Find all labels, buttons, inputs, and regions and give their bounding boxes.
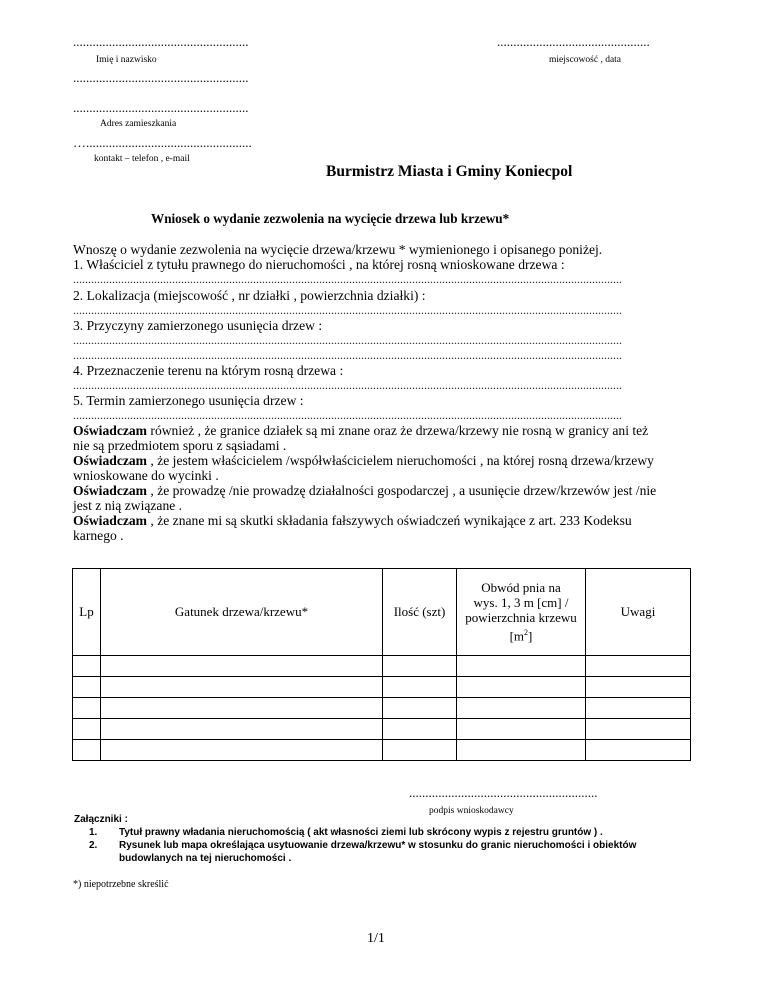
trees-table xyxy=(72,568,691,761)
name-field-line2-dots[interactable]: ...................................................... xyxy=(73,70,249,85)
header-lp: Lp xyxy=(73,569,101,656)
point-1-text: 1. Właściciel z tytułu prawnego do nieruchomości , na której rosną wnioskowane drzewa : xyxy=(73,257,565,272)
place-date-label: miejscowość , data xyxy=(549,55,622,65)
point-3-text: 3. Przyczyny zamierzonego usunięcia drzew : xyxy=(73,318,323,333)
attachment-2-number: 2. xyxy=(89,840,98,851)
header-girth-line-1: Obwód pnia na xyxy=(481,580,561,596)
header-girth-unit-open: [m xyxy=(509,628,525,644)
declaration-3-text: , że prowadzę /nie prowadzę działalności gospodarczej , a usunięcie drzew/krzewów jest /nie xyxy=(147,483,657,498)
place-date-field-dots[interactable]: ............................................... xyxy=(497,34,650,49)
declaration-4-line-1 xyxy=(73,513,641,529)
declaration-keyword: Oświadczam xyxy=(73,483,148,498)
declaration-keyword: Oświadczam xyxy=(73,423,148,438)
header-girth-unit-close: ] xyxy=(528,628,533,644)
declaration-keyword: Oświadczam xyxy=(73,513,148,528)
header-species: Gatunek drzewa/krzewu* xyxy=(101,569,383,656)
header-girth xyxy=(457,569,586,656)
attachment-2 xyxy=(89,840,636,851)
intro-text: Wnoszę o wydanie zezwolenia na wycięcie drzewa/krzewu * wymienionego i opisanego poniżej. xyxy=(73,242,603,257)
point-4-fill-dots[interactable]: ....................................................................................................................................................................................... xyxy=(73,378,622,392)
declaration-3-line-2: jest z nią związane . xyxy=(73,498,183,513)
contact-field-dots[interactable]: …................................................... xyxy=(73,135,252,150)
header-quantity: Ilość (szt) xyxy=(383,569,457,656)
signature-field-dots[interactable]: .......................................................... xyxy=(409,785,598,800)
point-1-fill-dots[interactable]: ....................................................................................................................................................................................... xyxy=(73,272,622,286)
header-girth-line-4 xyxy=(457,625,585,643)
addressee: Burmistrz Miasta i Gminy Koniecpol xyxy=(326,163,573,180)
attachments-heading: Załączniki : xyxy=(74,814,128,825)
table-header-row xyxy=(73,569,691,656)
declaration-4-text: , że znane mi są skutki składania fałszywych oświadczeń wynikające z art. 233 Kodeksu xyxy=(147,513,632,528)
point-2-fill-dots[interactable]: ....................................................................................................................................................................................... xyxy=(73,303,622,317)
address-label: Adres zamieszkania xyxy=(100,119,177,129)
declaration-2-line-2: wnioskowane do wycinki . xyxy=(73,468,219,483)
signature-label: podpis wnioskodawcy xyxy=(429,806,514,816)
document-title: Wniosek o wydanie zezwolenia na wycięcie drzewa lub krzewu* xyxy=(151,211,510,226)
table-row[interactable] xyxy=(73,740,691,761)
table-row[interactable] xyxy=(73,698,691,719)
footnote: *) niepotrzebne skreślić xyxy=(73,879,169,890)
declaration-keyword: Oświadczam xyxy=(73,453,148,468)
attachment-1 xyxy=(89,827,603,838)
attachment-2-text: Rysunek lub mapa określająca usytuowanie drzewa/krzewu* w stosunku do granic nieruchomości i obiektów xyxy=(119,840,637,851)
point-5-text: 5. Termin zamierzonego usunięcia drzew : xyxy=(73,393,304,408)
declaration-2-line-1 xyxy=(73,453,654,469)
header-girth-unit-sup: 2 xyxy=(524,628,529,638)
name-label: Imię i nazwisko xyxy=(96,55,157,65)
attachment-1-number: 1. xyxy=(89,827,98,838)
attachment-1-text: Tytuł prawny władania nieruchomością ( akt własności ziemi lub skrócony wypis z rejestru gruntów ) . xyxy=(119,827,603,838)
point-4-text: 4. Przeznaczenie terenu na którym rosną drzewa : xyxy=(73,363,344,378)
address-field-dots[interactable]: ...................................................... xyxy=(73,100,249,115)
declaration-4-line-2: karnego . xyxy=(73,528,124,543)
declaration-1-line-2: nie są przedmiotem sporu z sąsiadami . xyxy=(73,438,287,453)
declaration-2-text: , że jestem właścicielem /współwłaścicielem nieruchomości , na której rosną drzewa/krzewy xyxy=(147,453,654,468)
point-2-text: 2. Lokalizacja (miejscowość , nr działki , powierzchnia działki) : xyxy=(73,288,426,303)
table-row[interactable] xyxy=(73,719,691,740)
header-girth-line-2: wys. 1, 3 m [cm] / xyxy=(473,595,569,611)
page-number: 1/1 xyxy=(367,931,385,946)
declaration-1-line-1 xyxy=(73,423,649,439)
header-notes: Uwagi xyxy=(586,569,691,656)
contact-label: kontakt – telefon , e-mail xyxy=(94,154,190,164)
table-row[interactable] xyxy=(73,677,691,698)
attachment-2-continuation: budowlanych na tej nieruchomości . xyxy=(119,853,292,864)
point-3-fill-dots-1[interactable]: ....................................................................................................................................................................................... xyxy=(73,333,622,347)
name-field-dots[interactable]: ...................................................... xyxy=(73,34,249,49)
header-girth-line-3: powierzchnia krzewu xyxy=(465,610,577,626)
table-row[interactable] xyxy=(73,656,691,677)
point-5-fill-dots[interactable]: ....................................................................................................................................................................................... xyxy=(73,408,622,422)
declaration-1-text: również , że granice działek są mi znane oraz że drzewa/krzewy nie rosną w granicy ani też xyxy=(147,423,649,438)
point-3-fill-dots-2[interactable]: ....................................................................................................................................................................................... xyxy=(73,348,622,362)
declaration-3-line-1 xyxy=(73,483,657,499)
